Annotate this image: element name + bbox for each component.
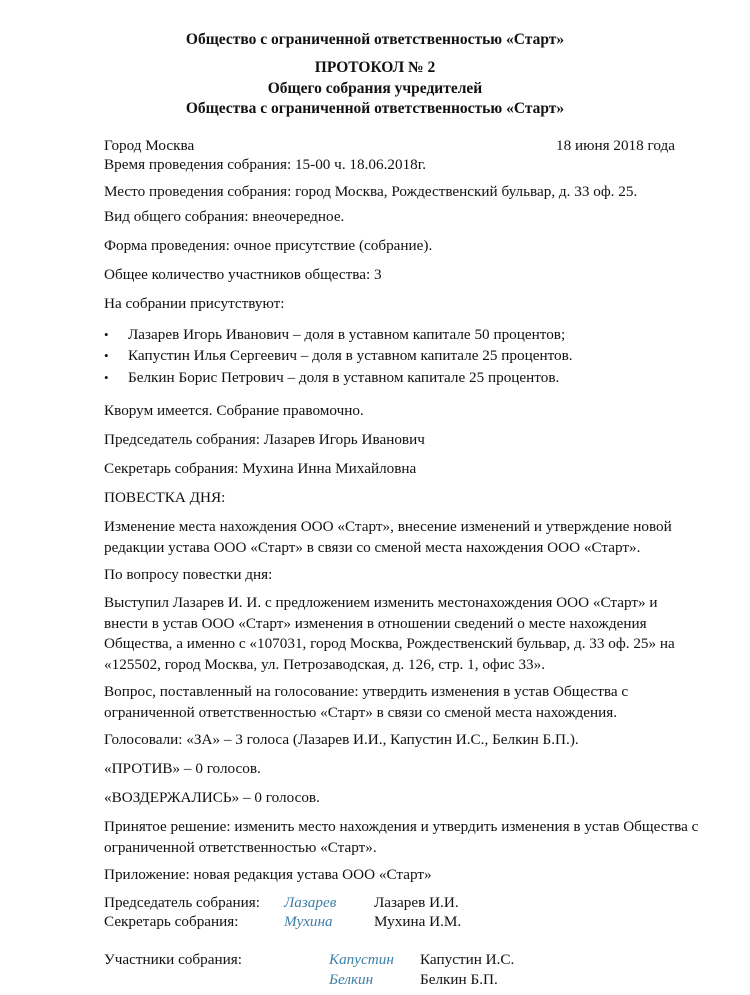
quorum-text: Кворум имеется. Собрание правомочно. (104, 402, 364, 419)
chairman-sign-label: Председатель собрания: (104, 894, 260, 911)
agenda-text: Изменение места нахождения ООО «Старт», внесение изменений и утверждение новой редакции устава ООО «Старт» в связи со сменой места нахождения ООО «Старт». (104, 518, 672, 556)
meeting-place: Место проведения собрания: город Москва, Рождественский бульвар, д. 33 оф. 25. (104, 183, 638, 200)
chairman-text: Председатель собрания: Лазарев Игорь Иванович (104, 431, 425, 448)
list-item (104, 326, 565, 344)
speech-text: Выступил Лазарев И. И. с предложением изменить местонахождения ООО «Старт» и внести в устав ООО «Старт» изменения в отношении сведений о месте нахождения Общества, а именно с «107031, город Москва, Рождественский бульвар, д. 33 оф. 25» на «125502, город Москва, ул. Петрозаводская, д. 126, стр. 1, офис 33». (104, 594, 675, 673)
secretary-sign-label: Секретарь собрания: (104, 913, 239, 930)
meeting-form: Форма проведения: очное присутствие (собрание). (104, 237, 433, 254)
attendee-text: Капустин Илья Сергеевич – доля в уставном капитале 25 процентов. (128, 347, 573, 364)
bullet-icon: • (104, 327, 109, 342)
participant-name: Капустин И.С. (420, 951, 515, 968)
secretary-text: Секретарь собрания: Мухина Инна Михайловна (104, 460, 417, 477)
secretary-signature: Мухина (284, 913, 333, 930)
list-item (104, 347, 573, 365)
voted-for-text: Голосовали: «ЗА» – 3 голоса (Лазарев И.И., Капустин И.С., Белкин Б.П.). (104, 731, 579, 748)
protocol-title: ПРОТОКОЛ № 2 (314, 59, 436, 76)
vote-question-text: Вопрос, поставленный на голосование: утвердить изменения в устав Общества с ограниченной ответственностью «Старт» в связи со сменой места нахождения. (104, 683, 629, 721)
protocol-subtitle-1: Общего собрания учредителей (267, 80, 483, 97)
participants-sign-label: Участники собрания: (104, 951, 242, 968)
participants-count: Общее количество участников общества: 3 (104, 266, 382, 283)
present-label: На собрании присутствуют: (104, 295, 285, 312)
secretary-name: Мухина И.М. (374, 913, 462, 930)
chairman-name: Лазарев И.И. (374, 894, 459, 911)
agenda-label: ПОВЕСТКА ДНЯ: (104, 489, 226, 506)
attendee-text: Белкин Борис Петрович – доля в уставном капитале 25 процентов. (128, 369, 560, 386)
attendee-text: Лазарев Игорь Иванович – доля в уставном капитале 50 процентов; (128, 326, 566, 343)
protocol-subtitle-2: Общества с ограниченной ответственностью «Старт» (185, 100, 565, 117)
participant-name: Белкин Б.П. (420, 971, 498, 988)
participant-signature: Белкин (329, 971, 374, 988)
list-item (104, 369, 559, 387)
date: 18 июня 2018 года (555, 137, 675, 154)
company-heading: Общество с ограниченной ответственностью «Старт» (185, 31, 565, 48)
city: Город Москва (104, 137, 195, 154)
on-question-label: По вопросу повестки дня: (104, 566, 273, 583)
meeting-type: Вид общего собрания: внеочередное. (104, 208, 345, 225)
participant-signature: Капустин (329, 951, 394, 968)
bullet-icon: • (104, 348, 109, 363)
decision-text: Принятое решение: изменить место нахождения и утвердить изменения в устав Общества с ограниченной ответственностью «Старт». (104, 818, 699, 856)
bullet-icon: • (104, 370, 109, 385)
chairman-signature: Лазарев (284, 894, 337, 911)
abstained-text: «ВОЗДЕРЖАЛИСЬ» – 0 голосов. (104, 789, 320, 806)
meeting-time: Время проведения собрания: 15-00 ч. 18.06.2018г. (104, 156, 427, 173)
attachment-text: Приложение: новая редакция устава ООО «Старт» (104, 866, 432, 883)
voted-against-text: «ПРОТИВ» – 0 голосов. (104, 760, 261, 777)
